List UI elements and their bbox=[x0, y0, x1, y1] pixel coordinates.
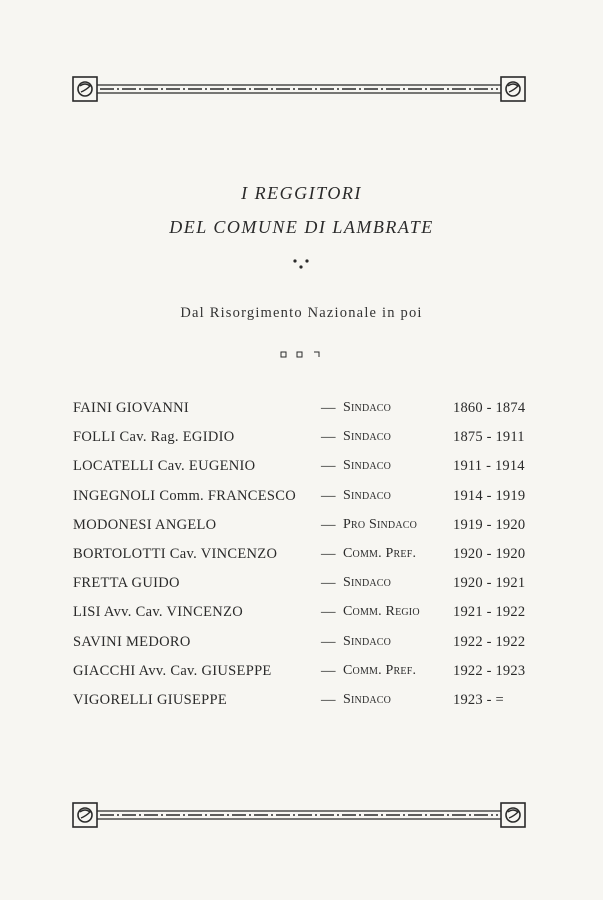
list-item bbox=[73, 513, 543, 542]
list-item bbox=[73, 600, 543, 629]
term-years: 1920 - 1920 bbox=[453, 545, 526, 562]
dash-separator: — bbox=[321, 458, 336, 475]
list-item bbox=[73, 396, 543, 425]
list-item bbox=[73, 571, 543, 600]
role-title: Sindaco bbox=[343, 487, 392, 503]
person-name: GIACCHI Avv. Cav. GIUSEPPE bbox=[73, 662, 272, 679]
person-name: MODONESI ANGELO bbox=[73, 516, 217, 533]
dash-separator: — bbox=[321, 400, 336, 416]
page-title-line2: DEL COMUNE DI LAMBRATE bbox=[169, 217, 434, 237]
role-title: Comm. Regio bbox=[343, 604, 420, 620]
dash-separator: — bbox=[321, 604, 336, 621]
person-name: BORTOLOTTI Cav. VINCENZO bbox=[73, 545, 278, 562]
subtitle: Dal Risorgimento Nazionale in poi bbox=[180, 305, 423, 321]
person-name: SAVINI MEDORO bbox=[73, 633, 191, 650]
person-name: FOLLI Cav. Rag. EGIDIO bbox=[73, 429, 235, 446]
bottom-border-ornament-icon bbox=[72, 802, 526, 828]
dash-separator: — bbox=[321, 662, 336, 679]
term-years: 1914 - 1919 bbox=[453, 487, 526, 504]
list-item bbox=[73, 484, 543, 513]
top-border-ornament-icon bbox=[72, 76, 526, 102]
role-title: Sindaco bbox=[343, 429, 392, 445]
dash-separator: — bbox=[321, 545, 336, 562]
term-years: 1875 - 1911 bbox=[453, 429, 525, 446]
term-years: 1911 - 1914 bbox=[453, 458, 525, 475]
dash-separator: — bbox=[321, 575, 336, 592]
term-years: 1920 - 1921 bbox=[453, 575, 526, 592]
page-title: I REGGITORI bbox=[241, 183, 362, 203]
term-years: 1919 - 1920 bbox=[453, 516, 526, 533]
role-title: Sindaco bbox=[343, 400, 392, 415]
dash-separator: — bbox=[321, 516, 336, 533]
role-title: Sindaco bbox=[343, 458, 392, 474]
person-name: LISI Avv. Cav. VINCENZO bbox=[73, 604, 244, 621]
term-years: 1860 - 1874 bbox=[453, 400, 526, 416]
role-title: Comm. Pref. bbox=[343, 545, 417, 561]
role-title: Sindaco bbox=[343, 575, 392, 591]
dash-separator: — bbox=[321, 691, 336, 708]
term-years: 1922 - 1923 bbox=[453, 662, 526, 679]
role-title: Sindaco bbox=[343, 691, 392, 707]
three-dots-ornament-icon bbox=[290, 256, 312, 272]
list-item bbox=[73, 454, 543, 483]
person-name: LOCATELLI Cav. EUGENIO bbox=[73, 458, 256, 475]
term-years: 1923 - = bbox=[453, 691, 504, 708]
dash-separator: — bbox=[321, 633, 336, 650]
term-years: 1921 - 1922 bbox=[453, 604, 526, 621]
list-item bbox=[73, 630, 543, 659]
list-item bbox=[73, 688, 543, 717]
small-square-ornament-icon bbox=[278, 347, 324, 357]
role-title: Comm. Pref. bbox=[343, 662, 417, 678]
list-item bbox=[73, 659, 543, 688]
mayors-register bbox=[73, 396, 543, 717]
dash-separator: — bbox=[321, 429, 336, 446]
list-item bbox=[73, 542, 543, 571]
person-name: VIGORELLI GIUSEPPE bbox=[73, 691, 228, 708]
person-name: INGEGNOLI Comm. FRANCESCO bbox=[73, 487, 296, 504]
role-title: Pro Sindaco bbox=[343, 516, 418, 532]
role-title: Sindaco bbox=[343, 633, 392, 649]
list-item bbox=[73, 425, 543, 454]
person-name: FAINI GIOVANNI bbox=[73, 400, 190, 416]
dash-separator: — bbox=[321, 487, 336, 504]
term-years: 1922 - 1922 bbox=[453, 633, 526, 650]
person-name: FRETTA GUIDO bbox=[73, 575, 180, 592]
